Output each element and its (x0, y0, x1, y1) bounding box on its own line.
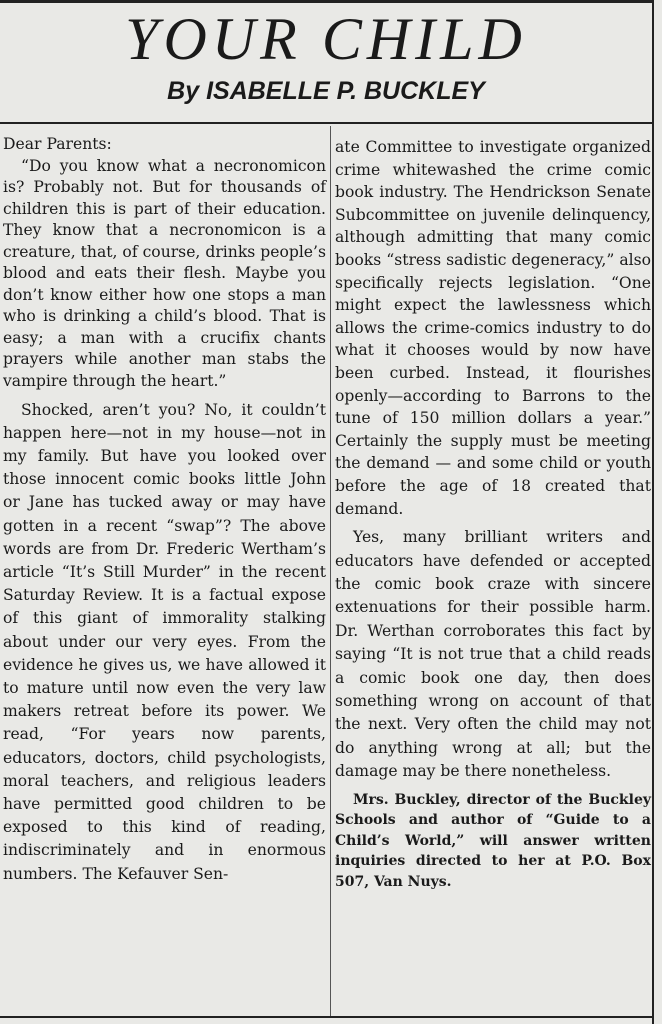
article-paragraph: Yes, many brilliant writers and educators have defended or accepted the comic book craze with sincere extenuations for their possible harm. Dr. Werthan corroborates this fact by saying “It is not true that a child reads a comic book one day, then does something wrong on account of that the next. Very often the child may not do anything wrong at all; but the damage may be there nonetheless. (335, 528, 651, 781)
byline: By ISABELLE P. BUCKLEY (167, 77, 485, 105)
top-rule (0, 0, 652, 3)
header-rule (0, 122, 652, 124)
article-column-2 (335, 136, 651, 892)
column-divider (330, 126, 331, 1016)
salutation: Dear Parents: (3, 135, 112, 153)
article-column-1 (3, 134, 326, 886)
article-paragraph: ate Committee to investigate organized crime whitewashed the crime comic book industry. The Hendrickson Senate Subcommittee on juvenile delinquency, although admitting that many comic books “stress sadistic degeneracy,” also specifically rejects legislation. “One might expect the lawlessness which allows the crime-comics industry to do what it chooses would by now have been curbed. Instead, it flourishes openly—according to Barrons to the tune of 150 million dollars a year.” Certainly the supply must be meeting the demand — and some child or youth before the age of 18 created that demand. (335, 138, 651, 518)
author-note: Mrs. Buckley, director of the Buckley Schools and author of “Guide to a Child’s World,” will answer written inquiries directed to her at P.O. Box 507, Van Nuys. (335, 791, 651, 890)
right-border-rule (652, 0, 654, 1024)
column-title: YOUR CHILD (125, 6, 527, 72)
article-paragraph: Shocked, aren’t you? No, it couldn’t happen here—not in my house—not in my family. But have you looked over those innocent comic books little John or Jane has tucked away or may have gotten in a recent “swap”? The above words are from Dr. Frederic Wertham’s article “It’s Still Murder” in the recent Saturday Review. It is a factual expose of this giant of immorality stalking about under our very eyes. From the evidence he gives us, we have allowed it to mature until now even the very law makers retreat before its power. We read, “For years now parents, educators, doctors, child psychologists, moral teachers, and religious leaders have permitted good children to be exposed to this kind of reading, indiscriminately and in enormous numbers. The Kefauver Sen- (3, 400, 326, 883)
masthead (0, 8, 652, 106)
article-paragraph: “Do you know what a necronomicon is? Probably not. But for thousands of children this is part of their education. They know that a necronomicon is a creature, that, of course, drinks people’s blood and eats their flesh. Maybe you don’t know either how one stops a man who is drinking a child’s blood. That is easy; a man with a crucifix chants prayers while another man stabs the vampire through the heart.” (3, 156, 326, 391)
bottom-rule (0, 1016, 652, 1018)
